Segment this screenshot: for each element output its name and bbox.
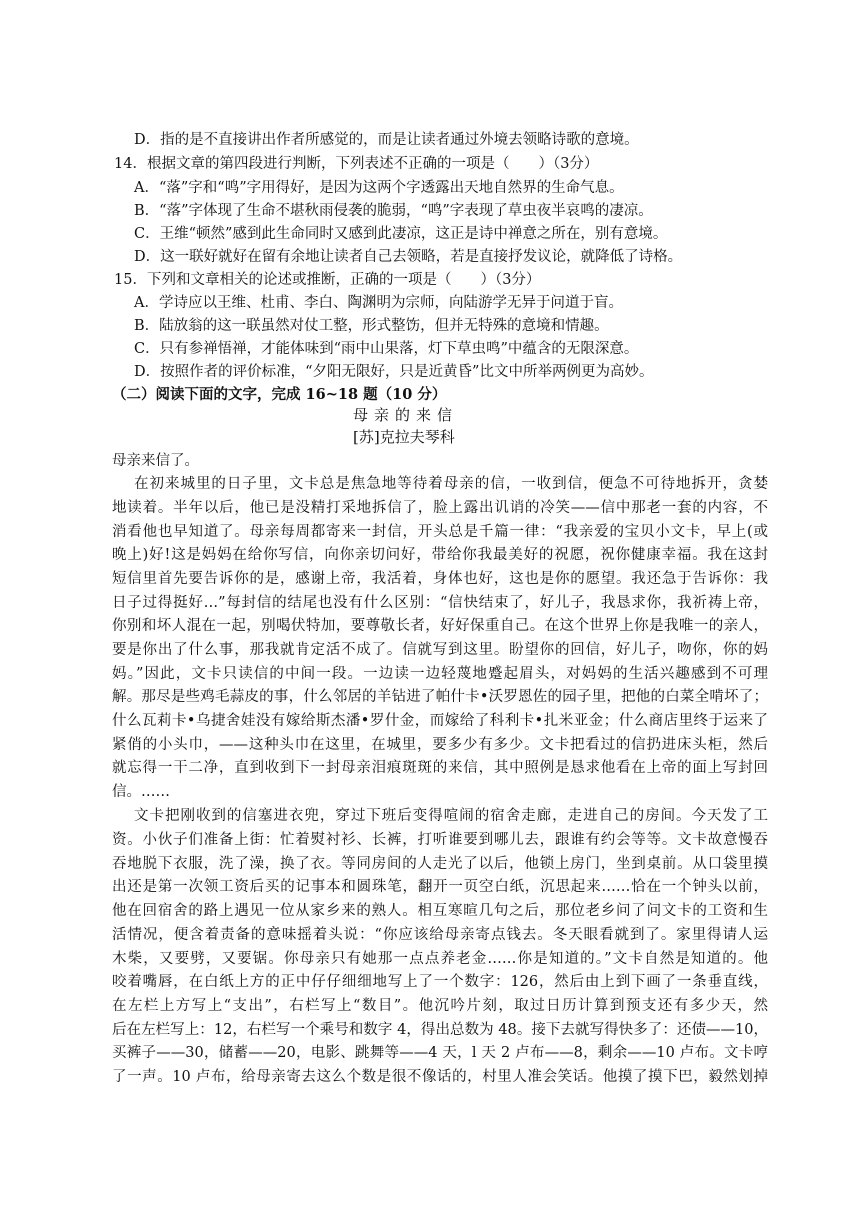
paragraph-line: 母亲来信了。 [112,453,199,469]
q15-option-a: A．学诗应以王维、杜甫、李白、陶渊明为宗师，向陆游学无异于问道于盲。 [134,295,623,311]
paragraph-line: 在初来城里的日子里，文卡总是焦急地等待着母亲的信，一收到信，便急不可待地拆开，贪婪 [134,476,768,492]
story-author: [苏]克拉夫琴科 [353,428,455,446]
paragraph-line: 什么瓦莉卡•乌捷舍娃没有嫁给斯杰潘•罗什金，而嫁给了科利卡•扎米亚金；什么商店里终于运来了 [112,713,768,729]
q14-option-c: C．王维“顿然”感到此生命同时又感到此凄凉，这正是诗中禅意之所在，别有意境。 [134,226,668,242]
q14-stem: 14．根据文章的第四段进行判断，下列表述不正确的一项是（ ）（3分） [114,156,599,172]
paragraph-line: 紧俏的小头巾，——这种头巾在这里，在城里，要多少有多少。文卡把看过的信扔进床头柜，然后 [112,737,768,753]
q14-option-a: A．“落”字和“鸣”字用得好，是因为这两个字透露出天地自然界的生命气息。 [134,180,624,196]
paragraph-line: 木柴，又要劈，又要锯。你母亲只有她那一点点养老金……你是知道的。”文卡自然是知道的。他 [112,951,768,967]
section-heading: （二）阅读下面的文字，完成 16~18 题（10 分） [112,386,447,403]
paragraph-line: 买裤子——30，储蓄——20，电影、跳舞等——4 天，l 天 2 卢布——8，剩余——10 卢布。文卡哼 [112,1045,768,1061]
q15-option-b: B．陆放翁的这一联虽然对仗工整，形式整饬，但并无特殊的意境和情趣。 [134,318,609,334]
paragraph-line: 解。那尽是些鸡毛蒜皮的事，什么邻居的羊钻进了帕什卡•沃罗恩佐的园子里，把他的白菜全啃坏了； [112,689,768,705]
paragraph-line: 后在左栏写上：12，右栏写一个乘号和数字 4，得出总数为 48。接下去就写得快多了：还债——10， [112,1022,768,1038]
q15-option-c: C．只有参禅悟禅，才能体味到“雨中山果落，灯下草虫鸣”中蕴含的无限深意。 [134,341,639,357]
q15-stem: 15．下列和文章相关的论述或推断，正确的一项是（ ）（3分） [114,272,541,288]
paragraph-line: 短信里首先要告诉你的是，感谢上帝，我活着，身体也好，这也是你的愿望。我还急于告诉你：我 [112,571,768,587]
paragraph-line: 在左栏上方写上“支出”，右栏写上“数目”。他沉吟片刻，取过日历计算到预支还有多少天，然 [112,998,768,1014]
paragraph-line: 要是你出了什么事，那我就肯定活不成了。信就写到这里。盼望你的回信，好儿子，吻你，你的妈 [112,642,768,658]
paragraph-line: 消看他也早知道了。母亲每周都寄来一封信，开头总是千篇一律：“我亲爱的宝贝小文卡，早上(或 [112,524,768,540]
paragraph-line: 妈。”因此，文卡只读信的中间一段。一边读一边轻蔑地蹙起眉头，对妈妈的生活兴趣感到不可理 [112,666,768,682]
q15-option-d: D．按照作者的评价标准，“夕阳无限好，只是近黄昏”比文中所举两例更为高妙。 [134,364,654,380]
q13-option-d: D．指的是不直接讲出作者所感觉的，而是让读者通过外境去领略诗歌的意境。 [134,132,639,148]
paragraph-line: 日子过得挺好…”每封信的结尾也没有什么区别：“信快结束了，好儿子，我恳求你，我祈祷上帝， [112,595,768,611]
paragraph-line: 他在回宿舍的路上遇见一位从家乡来的熟人。相互寒暄几句之后，那位老乡问了问文卡的工资和生 [112,903,768,919]
paragraph-line: 活情况，便含着责备的意味摇着头说：“你应该给母亲寄点钱去。冬天眼看就到了。家里得请人运 [112,927,768,943]
paragraph-line: 地读着。半年以后，他已是没精打采地拆信了，脸上露出讥诮的冷笑——信中那老一套的内容，不 [112,500,768,516]
paragraph-line: 文卡把刚收到的信塞进衣兜，穿过下班后变得喧闹的宿舍走廊，走进自己的房间。今天发了工 [134,808,768,824]
paragraph-line: 信。…… [112,784,170,800]
paragraph-line: 资。小伙子们准备上街：忙着熨衬衫、长裤，打听谁要到哪儿去，跟谁有约会等等。文卡故意慢吞 [112,832,768,848]
paragraph-line: 就忘得一干二净，直到收到下一封母亲泪痕斑斑的来信，其中照例是恳求他看在上帝的面上写封回 [112,760,768,776]
q14-option-d: D．这一联好就好在留有余地让读者自己去领略，若是直接抒发议论，就降低了诗格。 [134,249,683,265]
paragraph-line: 出还是第一次领工资后买的记事本和圆珠笔，翻开一页空白纸，沉思起来……恰在一个钟头以前， [112,879,768,895]
story-title: 母亲的来信 [353,406,459,424]
paragraph-line: 吞地脱下衣服，洗了澡，换了衣。等同房间的人走光了以后，他锁上房门，坐到桌前。从口袋里摸 [112,856,768,872]
q14-option-b: B．“落”字体现了生命不堪秋雨侵袭的脆弱，“鸣”字表现了草虫夜半哀鸣的凄凉。 [134,203,653,219]
paragraph-line: 了一声。10 卢布，给母亲寄去这么个数是很不像话的，村里人准会笑话。他摸了摸下巴，毅然划掉 [112,1069,768,1085]
paragraph-line: 晚上)好!这是妈妈在给你写信，向你亲切问好，带给你我最美好的祝愿，祝你健康幸福。我在这封 [112,547,768,563]
paragraph-line: 你别和坏人混在一起，别喝伏特加，要尊敬长者，好好保重自己。在这个世界上你是我唯一的亲人， [112,618,768,634]
paragraph-line: 咬着嘴唇，在白纸上方的正中仔仔细细地写上了一个数字：126，然后由上到下画了一条垂直线， [112,974,768,990]
